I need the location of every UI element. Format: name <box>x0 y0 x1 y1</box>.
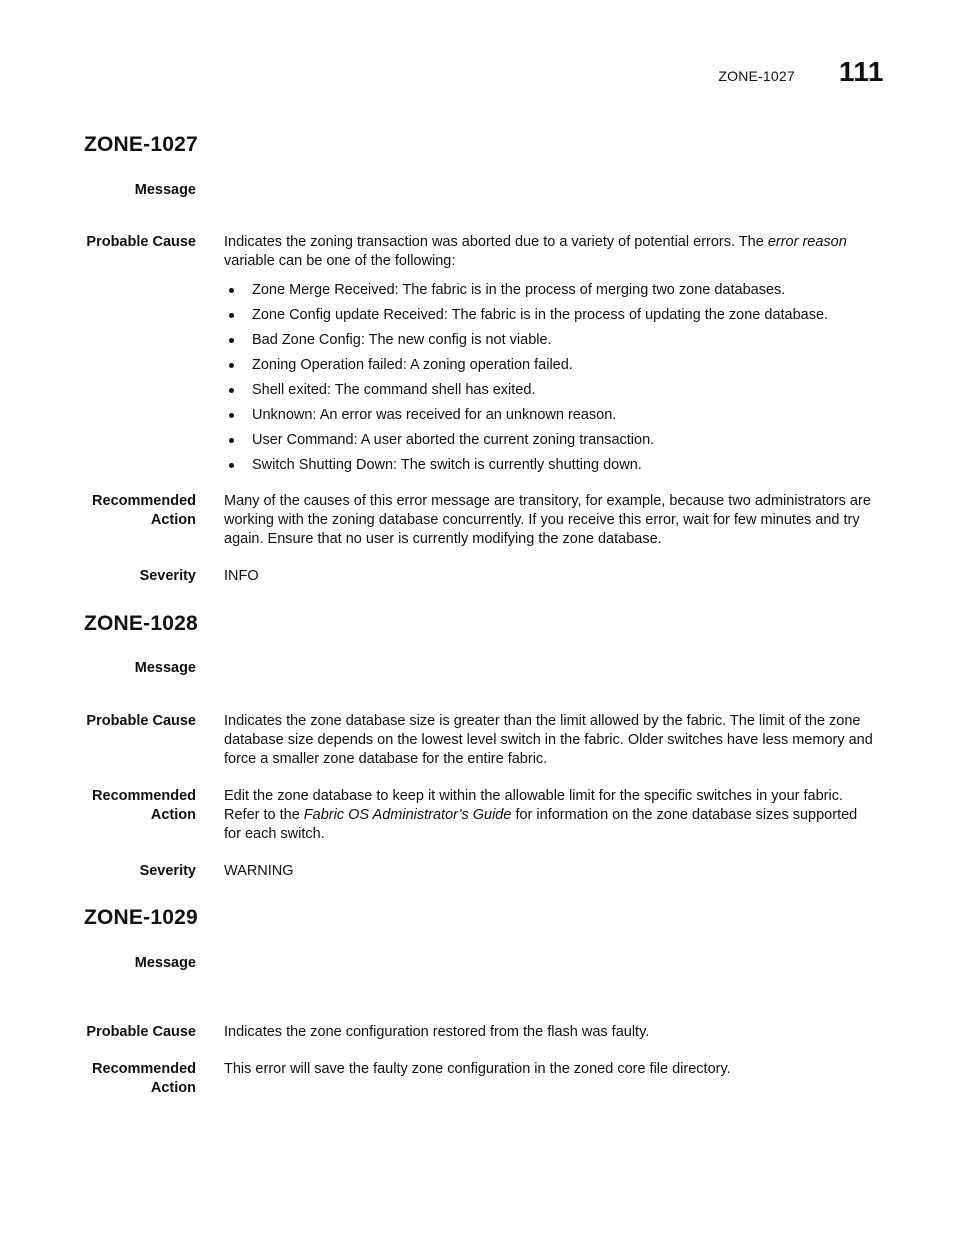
chapter-number: 111 <box>838 56 884 87</box>
list-item: Zone Merge Received: The fabric is in the process of merging two zone databases. <box>224 281 874 306</box>
bullet-icon <box>229 463 234 468</box>
list-item: Unknown: An error was received for an unknown reason. <box>224 406 874 431</box>
probable-cause-text: Indicates the zone database size is greater than the limit allowed by the fabric. The limit of the zone database size depends on the lowest level switch in the fabric. Older switches have less memory and force a smaller zone database for the entire fabric. <box>224 713 873 767</box>
section-title: ZONE-1027 <box>84 133 198 156</box>
message-label: Message <box>134 660 196 676</box>
bullet-icon <box>229 438 234 443</box>
severity-label: Severity <box>139 863 196 879</box>
recommended-action-text: Many of the causes of this error message are transitory, for example, because two administrators are working with the zoning database concurrently. If you receive this error, wait for few minutes and try again. Ensure that no user is currently modifying the zone database. <box>224 493 871 547</box>
error-reason-list <box>224 281 874 481</box>
probable-cause-label: Probable Cause <box>86 234 196 250</box>
recommended-action-label: Recommended Action <box>92 788 196 823</box>
message-label: Message <box>134 955 196 971</box>
severity-value: WARNING <box>224 863 294 879</box>
error-reason-term: error reason <box>767 234 847 250</box>
probable-cause-text: Indicates the zoning transaction was aborted due to a variety of potential errors. The error reason variable can be one of the following: <box>224 234 847 269</box>
recommended-action-text: Edit the zone database to keep it within the allowable limit for the specific switches in your fabric. Refer to the Fabric OS Administrator’s Guide for information on the zone database sizes supported for each switch. <box>224 788 858 842</box>
probable-cause-label: Probable Cause <box>86 1024 196 1040</box>
bullet-icon <box>229 313 234 318</box>
severity-value: INFO <box>224 568 259 584</box>
list-item: Switch Shutting Down: The switch is currently shutting down. <box>224 456 874 481</box>
bullet-icon <box>229 413 234 418</box>
recommended-action-text: This error will save the faulty zone configuration in the zoned core file directory. <box>224 1061 731 1077</box>
bullet-icon <box>229 388 234 393</box>
list-item: Bad Zone Config: The new config is not viable. <box>224 331 874 356</box>
list-item: Zone Config update Received: The fabric is in the process of updating the zone database. <box>224 306 874 331</box>
section-title: ZONE-1029 <box>84 906 198 929</box>
severity-label: Severity <box>139 568 196 584</box>
list-item: User Command: A user aborted the current zoning transaction. <box>224 431 874 456</box>
probable-cause-text: Indicates the zone configuration restored from the flash was faulty. <box>224 1024 650 1040</box>
message-label: Message <box>134 182 196 198</box>
running-header <box>718 56 884 88</box>
running-title: ZONE-1027 <box>718 68 795 84</box>
section-title: ZONE-1028 <box>84 612 198 635</box>
bullet-icon <box>229 288 234 293</box>
probable-cause-label: Probable Cause <box>86 713 196 729</box>
bullet-icon <box>229 338 234 343</box>
recommended-action-label: Recommended Action <box>92 493 196 528</box>
list-item: Shell exited: The command shell has exited. <box>224 381 874 406</box>
recommended-action-label: Recommended Action <box>92 1061 196 1096</box>
guide-title: Fabric OS Administrator’s Guide <box>303 807 512 823</box>
bullet-icon <box>229 363 234 368</box>
probable-cause-content <box>224 233 874 481</box>
list-item: Zoning Operation failed: A zoning operation failed. <box>224 356 874 381</box>
